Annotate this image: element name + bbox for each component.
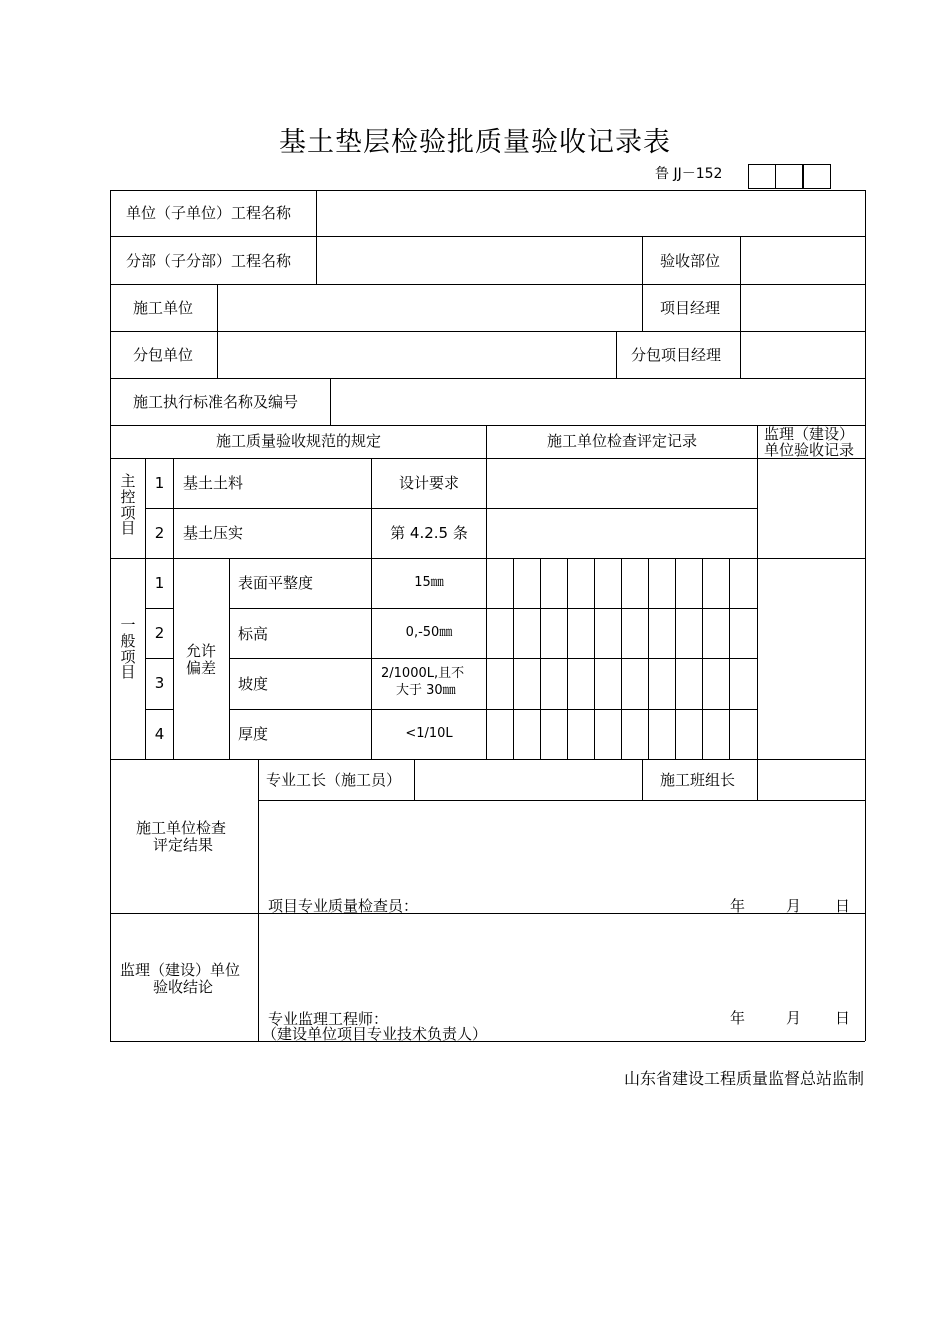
general-item-requirement-line2: 大于 30㎜	[396, 683, 456, 698]
team-leader-value[interactable]	[758, 760, 865, 800]
day-label: 日	[835, 1009, 851, 1027]
table-border	[729, 558, 730, 759]
page-title: 基土垫层检验批质量验收记录表	[279, 127, 671, 158]
subcontract-unit-label: 分包单位	[133, 346, 194, 364]
general-item-name: 厚度	[238, 725, 269, 743]
day-label: 日	[835, 897, 851, 915]
main-item-no: 2	[154, 523, 165, 542]
general-item-requirement: 0,-50㎜	[405, 625, 453, 641]
inspection-part-label: 验收部位	[660, 252, 721, 270]
table-border	[865, 190, 866, 1041]
table-border	[757, 425, 758, 759]
allowance-label-line2: 偏差	[186, 659, 217, 677]
construction-check-label-line1: 施工单位检查	[136, 819, 227, 837]
general-item-requirement-line1: 2/1000L,且不	[381, 666, 465, 681]
month-label: 月	[786, 897, 802, 915]
general-item-requirement: 15㎜	[414, 575, 444, 591]
table-border	[567, 558, 568, 759]
supervision-label-line2: 验收结论	[153, 978, 214, 996]
project-manager-value[interactable]	[741, 285, 865, 331]
inspector-label: 项目专业质量检查员：	[268, 897, 419, 915]
general-item-no: 2	[154, 623, 165, 642]
standard-label: 施工执行标准名称及编号	[133, 393, 299, 411]
general-item-name: 标高	[238, 625, 269, 643]
general-items-label: 一 般 项 目	[120, 616, 136, 682]
table-border	[642, 236, 643, 331]
subcontract-manager-value[interactable]	[741, 332, 865, 378]
table-border	[702, 558, 703, 759]
team-leader-label: 施工班组长	[660, 771, 736, 789]
supervision-engineer-note: （建设单位项目专业技术负责人）	[262, 1025, 488, 1043]
unit-project-name-value[interactable]	[317, 191, 865, 236]
main-item-name: 基土土料	[183, 474, 244, 492]
project-manager-label: 项目经理	[660, 299, 721, 317]
supervision-column-header-line2: 单位验收记录	[764, 441, 855, 459]
general-item-requirement: <1/10L	[405, 726, 453, 742]
code-box-2[interactable]	[775, 164, 803, 189]
table-border	[229, 608, 757, 609]
supervision-label-line1: 监理（建设）单位	[120, 961, 241, 979]
main-items-label: 主 控 项 目	[120, 472, 136, 538]
foreman-value[interactable]	[415, 760, 642, 800]
table-border	[621, 558, 622, 759]
table-border	[540, 558, 541, 759]
year-label: 年	[730, 1009, 746, 1027]
code-box-1[interactable]	[748, 164, 776, 189]
foreman-label: 专业工长（施工员）	[266, 771, 402, 789]
supervision-column-header-line1: 监理（建设）	[764, 425, 855, 443]
table-border	[616, 331, 617, 378]
table-border	[258, 800, 865, 801]
unit-project-name-label: 单位（子单位）工程名称	[126, 204, 292, 222]
record-column-header: 施工单位检查评定记录	[546, 432, 697, 451]
main-item-no: 1	[154, 473, 165, 492]
table-border	[110, 458, 865, 459]
general-item-no: 3	[154, 674, 165, 693]
allowance-label-line1: 允许	[186, 642, 217, 660]
general-item-no: 1	[154, 573, 165, 592]
table-border	[110, 558, 865, 559]
table-border	[648, 558, 649, 759]
inspection-part-value[interactable]	[741, 237, 865, 284]
construction-unit-value[interactable]	[218, 285, 642, 331]
construction-unit-label: 施工单位	[133, 299, 194, 317]
general-item-name: 坡度	[238, 675, 269, 693]
general-item-no: 4	[154, 724, 165, 743]
construction-check-label-line2: 评定结果	[153, 836, 214, 854]
table-border	[110, 913, 865, 914]
subcontract-unit-value[interactable]	[218, 332, 616, 378]
table-border	[110, 1041, 865, 1042]
subcontract-manager-label: 分包项目经理	[631, 346, 722, 364]
year-label: 年	[730, 897, 746, 915]
main-item-requirement: 第 4.2.5 条	[390, 523, 468, 542]
spec-column-header: 施工质量验收规范的规定	[215, 432, 381, 451]
month-label: 月	[786, 1009, 802, 1027]
main-item-name: 基土压实	[183, 524, 244, 542]
sub-project-name-label: 分部（子分部）工程名称	[126, 252, 292, 270]
form-code: 鲁 JJ－152	[655, 166, 723, 182]
table-border	[229, 658, 757, 659]
table-border	[258, 759, 259, 1041]
table-border	[594, 558, 595, 759]
footer-issuer: 山东省建设工程质量监督总站监制	[623, 1069, 864, 1088]
table-border	[173, 458, 174, 759]
code-box-3[interactable]	[803, 164, 831, 189]
table-border	[229, 709, 757, 710]
supervision-engineer-label: 专业监理工程师：	[268, 1010, 389, 1028]
table-border	[513, 558, 514, 759]
general-item-name: 表面平整度	[238, 574, 314, 592]
main-item-requirement: 设计要求	[398, 473, 459, 492]
sub-project-name-value[interactable]	[317, 237, 642, 284]
table-border	[642, 759, 643, 800]
standard-value[interactable]	[331, 379, 865, 425]
table-border	[675, 558, 676, 759]
